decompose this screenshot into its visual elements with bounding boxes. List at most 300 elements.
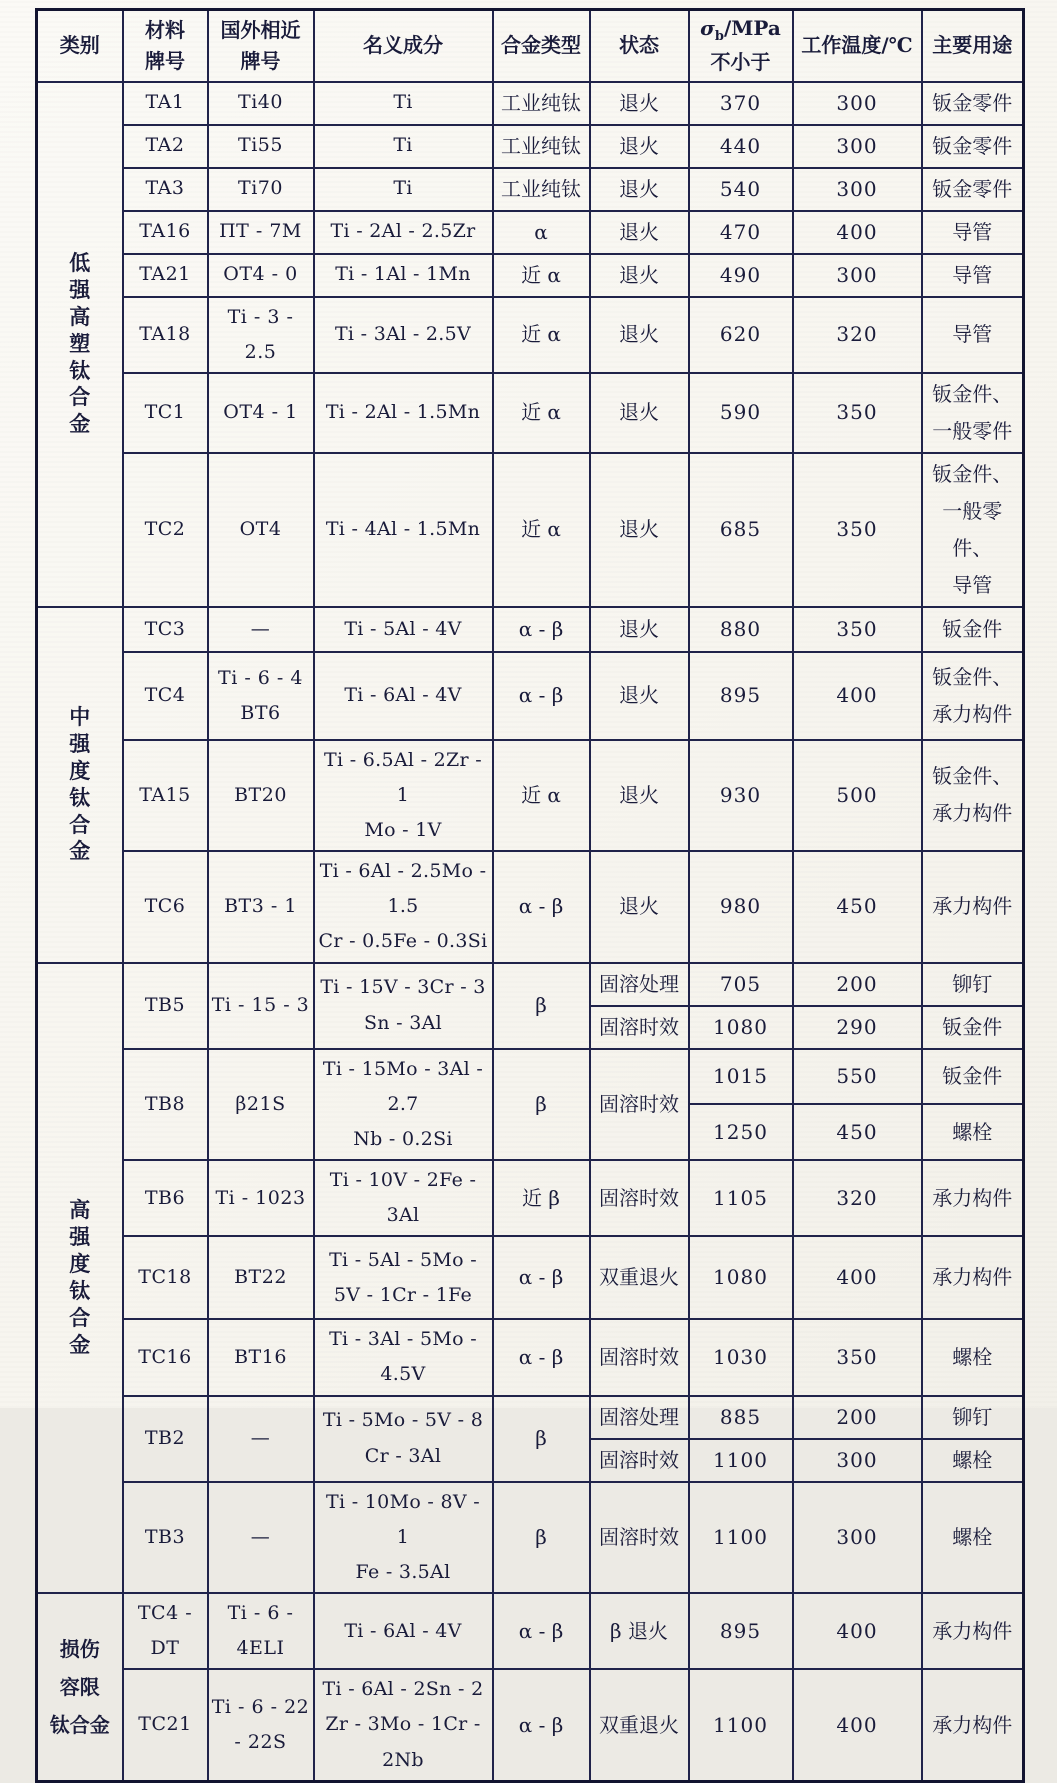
cell-text-line: 1250 xyxy=(713,1119,768,1144)
cell-strength xyxy=(689,652,793,740)
table-row xyxy=(37,211,1024,254)
cell-text-line: 导管 xyxy=(952,262,993,287)
cell-grade xyxy=(123,211,208,254)
cell-text-line: 300 xyxy=(836,1524,878,1549)
cell-composition xyxy=(314,254,493,297)
cell-alloy-type xyxy=(493,254,590,297)
sigma-subscript: b xyxy=(714,29,724,45)
cell-temperature xyxy=(793,211,922,254)
cell-grade xyxy=(123,254,208,297)
cell-text-line: Ti - 10Mo - 8V - 1 xyxy=(326,1490,480,1548)
cell-grade xyxy=(123,125,208,168)
cell-text-line: 固溶时效 xyxy=(599,1344,679,1369)
cell-text-line: BT6 xyxy=(240,701,281,724)
cell-text-line: 低 xyxy=(69,250,91,276)
table-header xyxy=(37,10,1024,82)
cell-grade xyxy=(123,963,208,1049)
cell-text-line: 一般零件 xyxy=(932,418,1013,443)
cell-text-line: Ti - 6 - 22 xyxy=(211,1695,310,1718)
cell-text-line: β xyxy=(535,1426,547,1451)
cell-foreign xyxy=(208,373,314,453)
cell-usage xyxy=(922,1439,1024,1482)
cell-text-line: 强 xyxy=(69,730,91,756)
cell-text-line: Ti - 5Mo - 5V - 8 xyxy=(322,1409,484,1432)
cell-temperature xyxy=(793,1236,922,1319)
cell-foreign xyxy=(208,1319,314,1395)
cell-state xyxy=(590,963,689,1006)
cell-text-line: 钣金件、 xyxy=(932,461,1013,486)
cell-grade xyxy=(123,607,208,652)
sigma-symbol: σ xyxy=(700,16,715,41)
cell-text-line: 钛 xyxy=(69,1277,91,1303)
cell-alloy-type xyxy=(493,297,590,373)
cell-strength xyxy=(689,1319,793,1395)
header-working-temperature: 工作温度/℃ xyxy=(793,10,922,82)
cell-foreign xyxy=(208,211,314,254)
cell-composition xyxy=(314,1396,493,1482)
cell-grade xyxy=(123,1319,208,1395)
cell-composition xyxy=(314,211,493,254)
cell-text-line: 1015 xyxy=(713,1063,768,1088)
cell-foreign xyxy=(208,652,314,740)
cell-text-line: 工业纯钛 xyxy=(501,133,581,158)
table-row xyxy=(37,1482,1024,1593)
cell-text-line: BT22 xyxy=(234,1266,287,1289)
cell-text-line: 中 xyxy=(69,704,91,730)
cell-text-line: 490 xyxy=(719,262,762,287)
cell-text-line: Ti xyxy=(393,91,413,114)
cell-text-line: 200 xyxy=(836,971,878,996)
cell-text-line: 固溶时效 xyxy=(599,1447,679,1472)
cell-alloy-type xyxy=(493,607,590,652)
cell-foreign xyxy=(208,297,314,373)
cell-text-line: Ti xyxy=(393,134,413,157)
cell-text-line: 350 xyxy=(836,616,878,641)
cell-grade xyxy=(123,1396,208,1482)
cell-text-line: 近 α xyxy=(521,517,561,542)
cell-state xyxy=(590,1669,689,1781)
cell-strength xyxy=(689,1104,793,1160)
cell-foreign xyxy=(208,607,314,652)
cell-usage xyxy=(922,963,1024,1006)
cell-text-line: BT16 xyxy=(234,1345,287,1368)
table-row xyxy=(37,1049,1024,1105)
cell-text-line: 螺栓 xyxy=(952,1119,993,1144)
cell-text-line: Ti - 6.5Al - 2Zr - 1 xyxy=(324,748,482,806)
cell-foreign xyxy=(208,1593,314,1669)
cell-composition xyxy=(314,1236,493,1319)
cell-text-line: 450 xyxy=(836,894,878,919)
cell-text-line: 退火 xyxy=(619,322,659,347)
cell-alloy-type xyxy=(493,1236,590,1319)
cell-text-line: 1100 xyxy=(713,1447,768,1472)
cell-state xyxy=(590,1160,689,1236)
cell-temperature xyxy=(793,125,922,168)
cell-strength xyxy=(689,168,793,211)
cell-text-line: 400 xyxy=(836,219,878,244)
cell-text-line: 钣金件 xyxy=(942,1014,1003,1039)
cell-text-line: 承力构件 xyxy=(932,1618,1013,1643)
cell-text-line: TA18 xyxy=(139,323,191,346)
cell-text-line: α - β xyxy=(518,1265,564,1290)
cell-text-line: TC2 xyxy=(144,518,186,541)
cell-text-line: 退火 xyxy=(619,683,659,708)
cell-text-line: 双重退火 xyxy=(599,1265,679,1290)
cell-usage xyxy=(922,1669,1024,1781)
table-row xyxy=(37,297,1024,373)
cell-text-line: 1105 xyxy=(713,1185,768,1210)
table-row xyxy=(37,453,1024,607)
cell-grade xyxy=(123,297,208,373)
cell-text-line: TC18 xyxy=(138,1266,192,1289)
cell-temperature xyxy=(793,82,922,125)
cell-text-line: 金 xyxy=(69,838,91,864)
cell-temperature xyxy=(793,1439,922,1482)
cell-foreign xyxy=(208,82,314,125)
cell-strength xyxy=(689,1439,793,1482)
cell-strength xyxy=(689,254,793,297)
cell-text-line: Ti - 1023 xyxy=(215,1186,306,1209)
cell-usage xyxy=(922,254,1024,297)
cell-foreign xyxy=(208,963,314,1049)
cell-text-line: 固溶处理 xyxy=(599,971,679,996)
cell-composition xyxy=(314,1593,493,1669)
cell-text-line: TA1 xyxy=(145,91,185,114)
cell-text-line: Cr - 0.5Fe - 0.3Si xyxy=(318,930,488,953)
cell-text-line: 铆钉 xyxy=(952,1404,993,1429)
cell-text-line: 钣金件、 xyxy=(932,764,1013,789)
cell-grade xyxy=(123,373,208,453)
cell-text-line: 685 xyxy=(719,517,762,542)
cell-temperature xyxy=(793,168,922,211)
cell-text-line: β xyxy=(535,1524,547,1549)
cell-state xyxy=(590,652,689,740)
titanium-alloy-table xyxy=(35,8,1025,1783)
cell-text-line: 300 xyxy=(836,262,878,287)
cell-text-line: TC3 xyxy=(144,617,186,640)
cell-text-line: 退火 xyxy=(619,176,659,201)
cell-grade xyxy=(123,1236,208,1319)
cell-text-line: 钛合金 xyxy=(49,1712,110,1737)
cell-state xyxy=(590,211,689,254)
cell-text-line: 钣金件、 xyxy=(932,664,1013,689)
cell-state xyxy=(590,453,689,607)
cell-text-line: Ti xyxy=(393,177,413,200)
cell-usage xyxy=(922,125,1024,168)
cell-temperature xyxy=(793,652,922,740)
cell-text-line: β xyxy=(535,993,547,1018)
cell-text-line: 金 xyxy=(69,1331,91,1357)
cell-usage xyxy=(922,297,1024,373)
cell-text-line: 钛 xyxy=(69,784,91,810)
cell-text-line: 承力构件 xyxy=(932,1265,1013,1290)
cell-text-line: 400 xyxy=(836,683,878,708)
cell-state xyxy=(590,373,689,453)
cell-text-line: Fe - 3.5Al xyxy=(355,1560,451,1583)
cell-state xyxy=(590,1236,689,1319)
cell-composition xyxy=(314,1160,493,1236)
cell-text-line: Ti40 xyxy=(238,91,283,114)
cell-text-line: TC4 xyxy=(144,684,186,707)
cell-text-line: 980 xyxy=(719,894,762,919)
cell-temperature xyxy=(793,851,922,962)
cell-text-line: 400 xyxy=(836,1265,878,1290)
cell-text-line: β21S xyxy=(235,1092,286,1115)
cell-text-line: 强 xyxy=(69,1224,91,1250)
cell-usage xyxy=(922,1049,1024,1105)
cell-text-line: Ti55 xyxy=(238,134,283,157)
cell-text-line: 300 xyxy=(836,133,878,158)
cell-alloy-type xyxy=(493,125,590,168)
table-row xyxy=(37,1669,1024,1781)
cell-text-line: Ti70 xyxy=(238,177,283,200)
cell-grade xyxy=(123,1160,208,1236)
cell-grade xyxy=(123,851,208,962)
cell-text-line: Ti - 3Al - 5Mo - 4.5V xyxy=(329,1328,477,1386)
cell-text-line: 固溶处理 xyxy=(599,1404,679,1429)
cell-text-line: 钣金零件 xyxy=(932,90,1013,115)
cell-text-line: 320 xyxy=(836,1185,878,1210)
cell-text-line: — xyxy=(250,617,271,640)
cell-usage xyxy=(922,1104,1024,1160)
cell-strength xyxy=(689,963,793,1006)
cell-text-line: Cr - 3Al xyxy=(364,1444,442,1467)
cell-foreign xyxy=(208,1049,314,1160)
cell-composition xyxy=(314,1319,493,1395)
cell-composition xyxy=(314,82,493,125)
cell-state xyxy=(590,1006,689,1049)
cell-alloy-type xyxy=(493,1396,590,1482)
cell-usage xyxy=(922,1593,1024,1669)
cell-state xyxy=(590,607,689,652)
cell-text-line: Ti - 15Mo - 3Al - 2.7 xyxy=(322,1057,484,1115)
cell-usage xyxy=(922,1482,1024,1593)
cell-text-line: 导管 xyxy=(952,572,993,597)
cell-temperature xyxy=(793,453,922,607)
cell-text-line: 近 α xyxy=(521,322,561,347)
cell-text-line: 930 xyxy=(719,782,762,807)
cell-text-line: α - β xyxy=(518,1618,564,1643)
cell-text-line: 一般零件、 xyxy=(942,498,1003,560)
cell-temperature xyxy=(793,254,922,297)
cell-alloy-type xyxy=(493,168,590,211)
cell-usage xyxy=(922,82,1024,125)
cell-text-line: Ti - 6Al - 2Sn - 2 xyxy=(322,1678,484,1701)
cell-composition xyxy=(314,963,493,1049)
cell-text-line: TA16 xyxy=(139,220,191,243)
cell-state xyxy=(590,1593,689,1669)
cell-text-line: 1080 xyxy=(713,1265,768,1290)
cell-usage xyxy=(922,652,1024,740)
table-row xyxy=(37,963,1024,1006)
header-material-grade: 材料 牌号 xyxy=(123,10,208,82)
cell-text-line: 1080 xyxy=(713,1014,768,1039)
cell-foreign xyxy=(208,254,314,297)
cell-text-line: 350 xyxy=(836,517,878,542)
cell-text-line: 退火 xyxy=(619,894,659,919)
cell-foreign xyxy=(208,1482,314,1593)
cell-text-line: 钣金零件 xyxy=(932,133,1013,158)
cell-text-line: 承力构件 xyxy=(932,894,1013,919)
table-body xyxy=(37,82,1024,1782)
cell-text-line: Ti - 5Al - 5Mo - xyxy=(329,1248,477,1271)
cell-grade xyxy=(123,1049,208,1160)
cell-text-line: 承力构件 xyxy=(932,1712,1013,1737)
table-row xyxy=(37,125,1024,168)
cell-state xyxy=(590,125,689,168)
cell-grade xyxy=(123,168,208,211)
cell-text-line: Sn - 3Al xyxy=(363,1011,443,1034)
cell-text-line: α - β xyxy=(518,1344,564,1369)
cell-text-line: TA15 xyxy=(139,783,191,806)
table-row xyxy=(37,652,1024,740)
cell-text-line: α - β xyxy=(518,1712,564,1737)
cell-text-line: 590 xyxy=(719,400,762,425)
cell-usage xyxy=(922,168,1024,211)
cell-text-line: OT4 xyxy=(239,518,282,541)
cell-text-line: TC1 xyxy=(144,401,186,424)
cell-strength xyxy=(689,851,793,962)
cell-alloy-type xyxy=(493,1319,590,1395)
cell-strength xyxy=(689,607,793,652)
table-row xyxy=(37,254,1024,297)
cell-text-line: 895 xyxy=(719,683,762,708)
cell-text-line: Nb - 0.2Si xyxy=(353,1127,453,1150)
cell-foreign xyxy=(208,1236,314,1319)
cell-text-line: 300 xyxy=(836,90,878,115)
cell-foreign xyxy=(208,1396,314,1482)
cell-strength xyxy=(689,1006,793,1049)
cell-text-line: α - β xyxy=(518,616,564,641)
cell-text-line: TB5 xyxy=(144,994,186,1017)
table-row xyxy=(37,1396,1024,1439)
cell-text-line: Ti - 2Al - 2.5Zr xyxy=(330,220,476,243)
cell-composition xyxy=(314,851,493,962)
cell-text-line: β xyxy=(535,1091,547,1116)
cell-usage xyxy=(922,1006,1024,1049)
cell-foreign xyxy=(208,740,314,851)
cell-text-line: ПТ - 7M xyxy=(219,220,302,243)
cell-text-line: 1100 xyxy=(713,1712,768,1737)
header-main-usage: 主要用途 xyxy=(922,10,1024,82)
cell-composition xyxy=(314,125,493,168)
cell-text-line: Ti - 5Al - 4V xyxy=(344,617,462,640)
cell-alloy-type xyxy=(493,652,590,740)
cell-text-line: 度 xyxy=(69,757,91,783)
cell-text-line: 400 xyxy=(836,1712,878,1737)
cell-text-line: 退火 xyxy=(619,133,659,158)
cell-strength xyxy=(689,373,793,453)
cell-state xyxy=(590,82,689,125)
cell-text-line: 300 xyxy=(836,1447,878,1472)
cell-alloy-type xyxy=(493,211,590,254)
cell-state xyxy=(590,1396,689,1439)
cell-temperature xyxy=(793,963,922,1006)
cell-text-line: 退火 xyxy=(619,517,659,542)
cell-text-line: 螺栓 xyxy=(952,1447,993,1472)
cell-text-line: 钣金件 xyxy=(942,1063,1003,1088)
cell-text-line: 290 xyxy=(836,1014,878,1039)
cell-temperature xyxy=(793,297,922,373)
cell-text-line: 350 xyxy=(836,1344,878,1369)
cell-text-line: 钣金件 xyxy=(942,616,1003,641)
cell-state xyxy=(590,1319,689,1395)
cell-temperature xyxy=(793,1593,922,1669)
cell-state xyxy=(590,297,689,373)
cell-text-line: 工业纯钛 xyxy=(501,176,581,201)
cell-text-line: 320 xyxy=(836,322,878,347)
cell-foreign xyxy=(208,851,314,962)
cell-grade xyxy=(123,82,208,125)
cell-text-line: Mo - 1V xyxy=(364,819,442,842)
cell-strength xyxy=(689,1482,793,1593)
cell-text-line: α - β xyxy=(518,894,564,919)
cell-text-line: 895 xyxy=(719,1618,762,1643)
cell-composition xyxy=(314,607,493,652)
cell-text-line: 退火 xyxy=(619,616,659,641)
header-tensile-strength: $\sigma_b$/MPa 不小于 xyxy=(689,10,793,82)
cell-text-line: 钛 xyxy=(69,357,91,383)
cell-text-line: 承力构件 xyxy=(932,801,1013,826)
cell-text-line: BT20 xyxy=(234,783,287,806)
table-row xyxy=(37,1593,1024,1669)
cell-text-line: 高 xyxy=(69,303,91,329)
cell-text-line: 470 xyxy=(719,219,762,244)
cell-alloy-type xyxy=(493,1049,590,1160)
cell-composition xyxy=(314,168,493,211)
cell-text-line: 合 xyxy=(69,811,91,837)
cell-text-line: 300 xyxy=(836,176,878,201)
cell-temperature xyxy=(793,1669,922,1781)
cell-text-line: TA3 xyxy=(145,177,185,200)
cell-grade xyxy=(123,453,208,607)
header-category: 类别 xyxy=(37,10,123,82)
cell-usage xyxy=(922,740,1024,851)
cell-alloy-type xyxy=(493,963,590,1049)
cell-composition xyxy=(314,652,493,740)
cell-usage xyxy=(922,453,1024,607)
cell-usage xyxy=(922,1160,1024,1236)
cell-grade xyxy=(123,1669,208,1781)
cell-text-line: Ti - 6Al - 2.5Mo - 1.5 xyxy=(319,860,487,918)
cell-text-line: 370 xyxy=(719,90,762,115)
cell-text-line: 双重退火 xyxy=(599,1712,679,1737)
cell-text-line: 损伤 xyxy=(59,1636,100,1661)
cell-strength xyxy=(689,211,793,254)
cell-alloy-type xyxy=(493,1482,590,1593)
cell-state xyxy=(590,1482,689,1593)
cell-text-line: 强 xyxy=(69,276,91,302)
cell-text-line: Ti - 1Al - 1Mn xyxy=(335,263,471,286)
cell-foreign xyxy=(208,453,314,607)
cell-text-line: 540 xyxy=(719,176,762,201)
cell-text-line: Ti - 3Al - 2.5V xyxy=(334,323,472,346)
header-state: 状态 xyxy=(590,10,689,82)
cell-text-line: 塑 xyxy=(69,330,91,356)
cell-composition xyxy=(314,740,493,851)
cell-text-line: — xyxy=(250,1525,271,1548)
cell-text-line: 退火 xyxy=(619,219,659,244)
cell-text-line: 钣金零件 xyxy=(932,176,1013,201)
cell-text-line: 钣金件、 xyxy=(932,381,1013,406)
table-row xyxy=(37,373,1024,453)
cell-strength xyxy=(689,1160,793,1236)
cell-temperature xyxy=(793,1319,922,1395)
cell-alloy-type xyxy=(493,851,590,962)
cell-text-line: Ti - 10V - 2Fe - 3Al xyxy=(329,1169,477,1227)
cell-temperature xyxy=(793,1160,922,1236)
cell-alloy-type xyxy=(493,1593,590,1669)
